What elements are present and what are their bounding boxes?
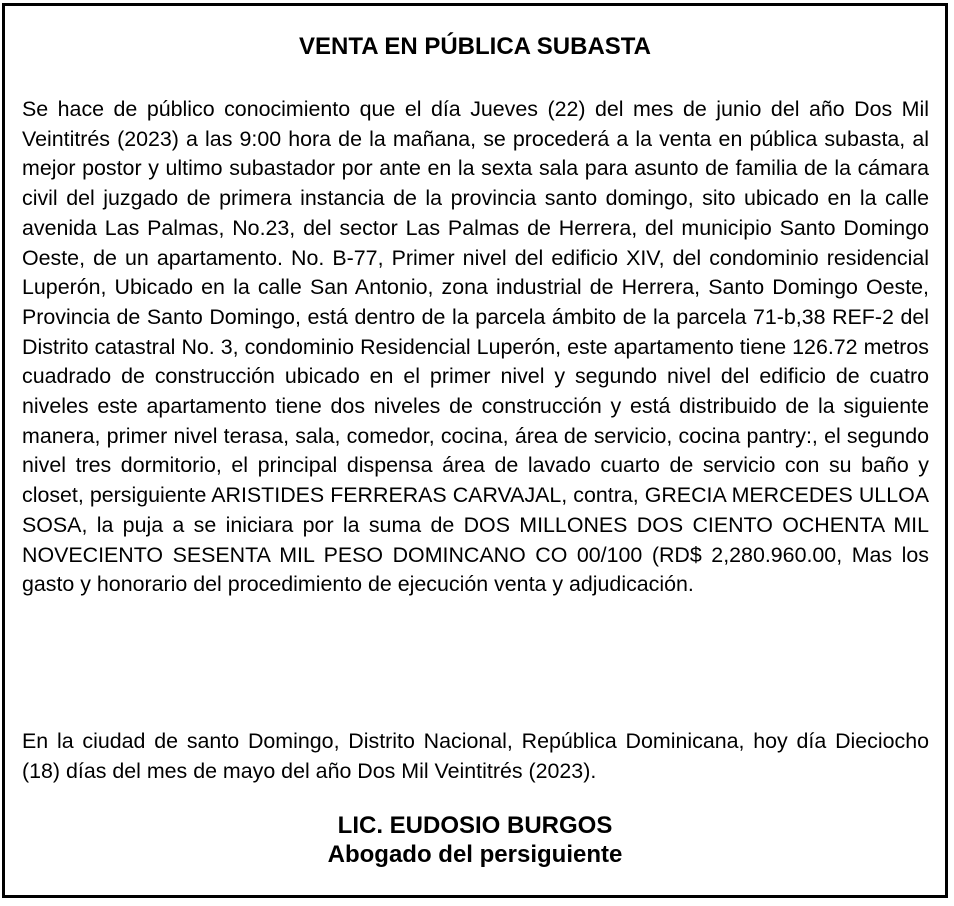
notice-title: VENTA EN PÚBLICA SUBASTA xyxy=(298,33,651,60)
signature-name: LIC. EUDOSIO BURGOS xyxy=(337,812,613,839)
signature-block xyxy=(5,811,945,869)
legal-notice xyxy=(2,3,948,898)
notice-paragraph-auction-details: Se hace de público conocimiento que el día Jueves (22) del mes de junio del año Dos Mil Veintitrés (2023) a las 9:00 hora de la mañana, se procederá a la venta en pública subasta, al mejor postor y ultimo subastador por ante en la sexta sala para asunto de familia de la cámara civil del juzgado de primera instancia de la provincia santo domingo, sito ubicado en la calle avenida Las Palmas, No.23, del sector Las Palmas de Herrera, del municipio Santo Domingo Oeste, de un apartamento. No. B-77, Primer nivel del edificio XIV, del condominio residencial Luperón, Ubicado en la calle San Antonio, zona industrial de Herrera, Santo Domingo Oeste, Provincia de Santo Domingo, está dentro de la parcela ámbito de la parcela 71-b,38 REF-2 del Distrito catastral No. 3, condominio Residencial Luperón, este apartamento tiene 126.72 metros cuadrado de construcción ubicado en el primer nivel y segundo nivel del edificio de cuatro niveles este apartamento tiene dos niveles de construcción y está distribuido de la siguiente manera, primer nivel terasa, sala, comedor, cocina, área de servicio, cocina pantry:, el segundo nivel tres dormitorio, el principal dispensa área de lavado cuarto de servicio con su baño y closet, persiguiente ARISTIDES FERRERAS CARVAJAL, contra, GRECIA MERCEDES ULLOA SOSA, la puja a se iniciara por la suma de DOS MILLONES DOS CIENTO OCHENTA MIL NOVECIENTO SESENTA MIL PESO DOMINCANO CO 00/100 (RD$ 2,280.960.00, Mas los gasto y honorario del procedimiento de ejecución venta y adjudicación. xyxy=(22,97,929,597)
notice-paragraph-date-place: En la ciudad de santo Domingo, Distrito Nacional, República Dominicana, hoy día Dieciocho (18) días del mes de mayo del año Dos Mil Veintitrés (2023). xyxy=(22,729,929,783)
signature-role: Abogado del persiguiente xyxy=(327,841,623,868)
